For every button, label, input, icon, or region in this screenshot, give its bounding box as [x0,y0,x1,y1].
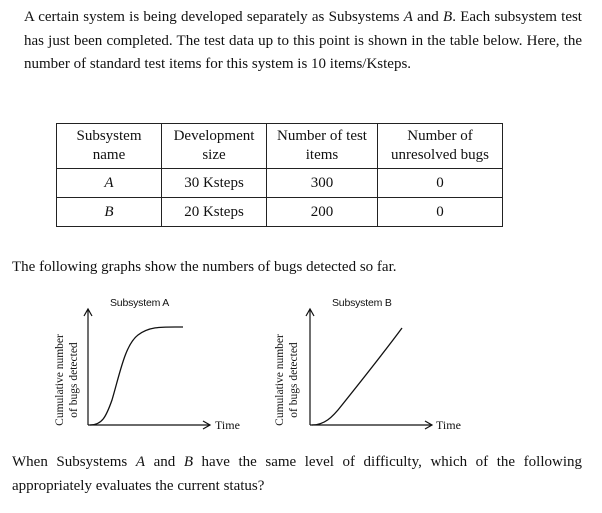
intro-text-3: . Each subsystem test has just been completed. The test data up to this point is shown in the table below. Here, the number of standard test items for this system is 10 items/Ksteps. [24,9,582,72]
intro-subsystem-a: A [403,9,413,25]
graph-b-ylabel-line1: Cumulative number [274,334,286,426]
question-paragraph [12,451,582,498]
graph-b-plot [302,305,437,430]
table-cell: 0 [378,198,503,227]
question-text-3: have the same level of difficulty, which of the following appropriately evaluates the current status? [12,454,582,494]
table-row [57,169,503,198]
graph-b-ylabel [273,325,301,435]
graph-b-ylabel-line2: of bugs detected [288,342,300,418]
table-cell: 30 Ksteps [162,169,267,198]
table-row [57,198,503,227]
graph-a-xlabel: Time [215,418,240,432]
test-data-table [56,123,503,227]
intro-subsystem-b: B [443,9,453,25]
question-text-1: When Subsystems [12,454,136,470]
graph-b-curve [312,328,402,425]
table-cell: 300 [267,169,378,198]
intro-paragraph [24,6,582,77]
table-cell: 20 Ksteps [162,198,267,227]
table-cell: B [57,198,162,227]
graph-a-title: Subsystem A [110,297,170,309]
intro-text-2: and [412,9,444,25]
graph-b-xlabel: Time [436,418,461,432]
graphs-intro: The following graphs show the numbers of bugs detected so far. [12,259,397,275]
graph-a-plot [80,305,215,430]
intro-text-1: A certain system is being developed separately as Subsystems [24,9,404,25]
table-cell: 200 [267,198,378,227]
question-subsystem-a: A [135,454,145,470]
question-text-2: and [145,454,184,470]
table-cell: A [57,169,162,198]
table-cell: 0 [378,169,503,198]
header-subsystem-name: Subsystem name [57,124,162,169]
graph-a-ylabel-line1: Cumulative number [54,334,66,426]
header-test-items: Number of test items [267,124,378,169]
header-development-size: Development size [162,124,267,169]
graph-b-title: Subsystem B [332,297,392,309]
graph-a-curve [90,327,183,425]
table-header-row [57,124,503,169]
graph-a-ylabel-line2: of bugs detected [68,342,80,418]
question-subsystem-b: B [183,454,193,470]
graph-a-ylabel [53,325,81,435]
header-unresolved-bugs: Number of unresolved bugs [378,124,503,169]
